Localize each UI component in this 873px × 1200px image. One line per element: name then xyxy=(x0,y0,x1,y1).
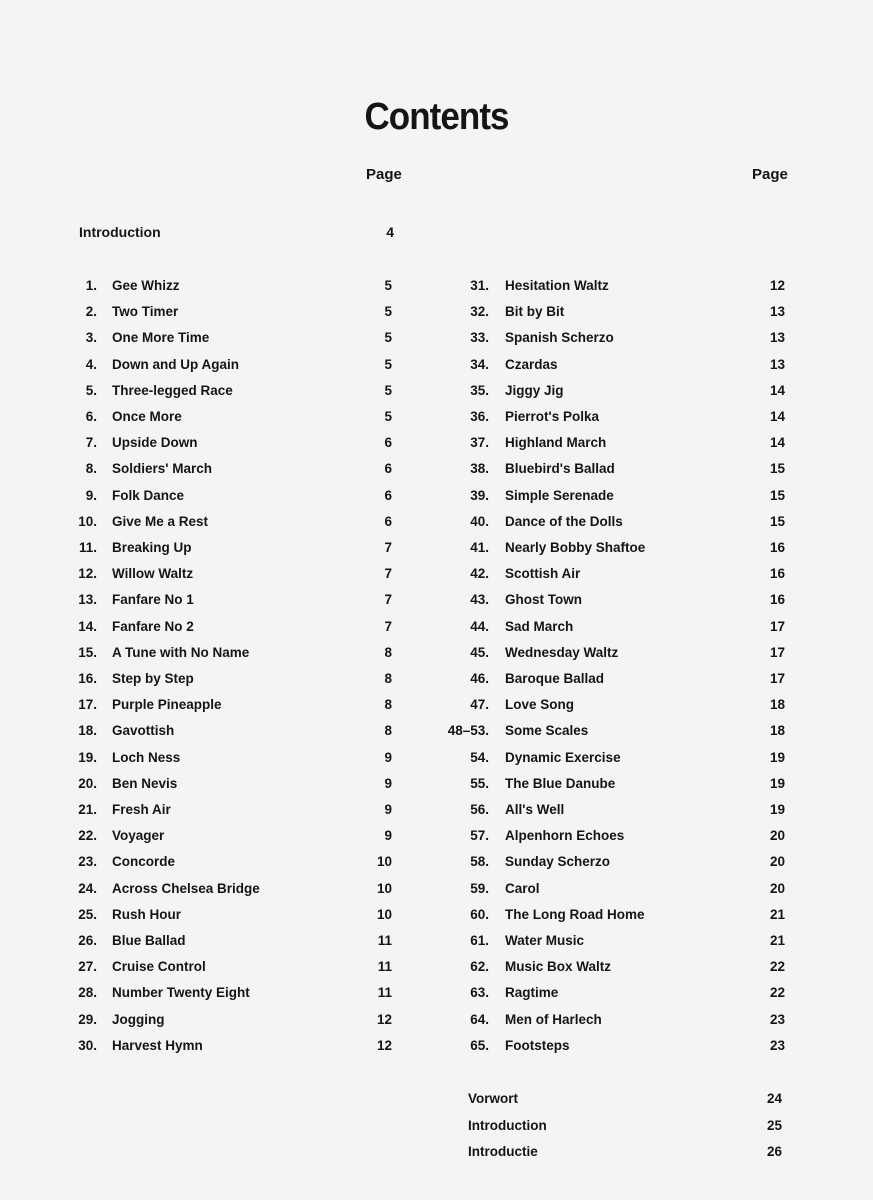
entry-title: Footsteps xyxy=(505,1037,570,1053)
entry-number: 44. xyxy=(470,618,489,634)
entry-page-number: 19 xyxy=(769,802,785,817)
entry-page-number: 5 xyxy=(384,382,392,398)
entry-page-number: 14 xyxy=(769,435,785,451)
entry-number: 37. xyxy=(470,435,489,451)
entry-title: Two Timer xyxy=(112,304,179,320)
entry-title: Fresh Air xyxy=(112,802,171,817)
contents-entry xyxy=(0,748,873,768)
entry-page-number: 17 xyxy=(769,671,785,686)
entry-number: 59. xyxy=(470,880,489,896)
entry-number: 43. xyxy=(470,592,489,608)
entry-title: Nearly Bobby Shaftoe xyxy=(505,540,646,555)
entry-number: 19. xyxy=(78,749,97,765)
entry-title: Gavottish xyxy=(112,723,175,739)
entry-page-number: 16 xyxy=(769,540,785,555)
entry-title: Jogging xyxy=(112,1011,165,1027)
entry-page-number: 9 xyxy=(384,775,392,791)
entry-title: Simple Serenade xyxy=(505,487,614,503)
entry-page-number: 10 xyxy=(376,906,392,922)
contents-entry xyxy=(0,486,873,506)
entry-page-number: 21 xyxy=(769,933,785,948)
entry-number: 62. xyxy=(470,959,489,975)
entry-number: 57. xyxy=(470,828,489,844)
entry-number: 64. xyxy=(470,1011,489,1027)
entry-number: 34. xyxy=(470,356,489,372)
entry-number: 30. xyxy=(78,1037,97,1053)
entry-number: 58. xyxy=(470,854,489,870)
entry-page-number: 16 xyxy=(769,566,785,582)
contents-entry xyxy=(0,721,873,741)
contents-entry xyxy=(0,983,873,1003)
entry-number: 33. xyxy=(470,330,489,346)
entry-page-number: 25 xyxy=(766,1117,782,1133)
entry-title: Sad March xyxy=(505,618,574,634)
contents-entry xyxy=(0,459,873,479)
entry-title: Harvest Hymn xyxy=(112,1037,203,1053)
entry-page-number: 5 xyxy=(384,278,392,293)
entry-title: Purple Pineapple xyxy=(112,697,222,713)
entry-page-number: 6 xyxy=(384,461,392,477)
entry-page-number: 8 xyxy=(384,671,392,686)
entry-number: 8. xyxy=(85,461,97,477)
entry-title: Love Song xyxy=(505,697,575,713)
entry-number: 54. xyxy=(470,749,489,765)
entry-number: 39. xyxy=(470,487,489,503)
entry-page-number: 12 xyxy=(376,1037,392,1053)
page-column-header-left: Page xyxy=(366,166,402,183)
entry-title: Blue Ballad xyxy=(112,933,186,948)
entry-page-number: 5 xyxy=(384,304,392,320)
entry-title: Fanfare No 1 xyxy=(112,592,194,608)
entry-title: Ghost Town xyxy=(505,592,582,608)
entry-number: 18. xyxy=(78,723,97,739)
entry-page-number: 6 xyxy=(384,487,392,503)
entry-title: Concorde xyxy=(112,854,176,870)
entry-page-number: 15 xyxy=(769,487,785,503)
entry-page-number: 20 xyxy=(769,854,785,870)
entry-number: 35. xyxy=(470,382,489,398)
entry-number: 29. xyxy=(78,1011,97,1027)
contents-entry xyxy=(0,1089,873,1109)
entry-number: 3. xyxy=(85,330,97,346)
entry-title: All's Well xyxy=(505,802,565,817)
entry-page-number: 5 xyxy=(384,409,392,424)
contents-entry xyxy=(0,407,873,427)
entry-title: Across Chelsea Bridge xyxy=(112,880,260,896)
entry-number: 28. xyxy=(78,985,97,1001)
entry-page-number: 6 xyxy=(384,513,392,529)
entry-page-number: 16 xyxy=(769,592,785,608)
introduction-label: Introduction xyxy=(79,224,161,240)
contents-entry xyxy=(0,617,873,637)
entry-page-number: 19 xyxy=(769,775,785,791)
contents-entry xyxy=(0,433,873,453)
entry-title: Once More xyxy=(112,409,182,424)
entry-title: Number Twenty Eight xyxy=(112,985,250,1001)
contents-entry xyxy=(0,931,873,951)
entry-page-number: 12 xyxy=(769,278,785,293)
entry-title: Dynamic Exercise xyxy=(505,749,621,765)
contents-entry xyxy=(0,1036,873,1056)
entry-title: Jiggy Jig xyxy=(505,382,564,398)
entry-page-number: 7 xyxy=(384,566,392,582)
contents-entry xyxy=(0,590,873,610)
entry-number: 23. xyxy=(78,854,97,870)
entry-number: 61. xyxy=(470,933,489,948)
entry-title: Wednesday Waltz xyxy=(505,644,619,660)
entry-title: Cruise Control xyxy=(112,959,206,975)
entry-number: 5. xyxy=(85,382,97,398)
entry-title: Introductie xyxy=(468,1144,538,1159)
entry-number: 65. xyxy=(470,1037,489,1053)
contents-entry xyxy=(0,381,873,401)
contents-entry xyxy=(0,1010,873,1030)
entry-page-number: 21 xyxy=(769,906,785,922)
entry-title: Hesitation Waltz xyxy=(505,278,609,293)
contents-entry xyxy=(0,852,873,872)
entry-page-number: 11 xyxy=(377,933,392,948)
entry-title: Rush Hour xyxy=(112,906,181,922)
contents-entry xyxy=(0,774,873,794)
entry-page-number: 12 xyxy=(376,1011,392,1027)
entry-number: 31. xyxy=(470,278,489,293)
entry-page-number: 6 xyxy=(384,435,392,451)
contents-entry xyxy=(0,1142,873,1162)
entry-page-number: 7 xyxy=(384,618,392,634)
entry-number: 41. xyxy=(470,540,489,555)
entry-title: Some Scales xyxy=(505,723,589,739)
contents-entry xyxy=(0,800,873,820)
entry-page-number: 23 xyxy=(769,1011,785,1027)
entry-number: 55. xyxy=(470,775,489,791)
entry-page-number: 13 xyxy=(769,330,785,346)
entry-title: Gee Whizz xyxy=(112,278,180,293)
entry-number: 2. xyxy=(85,304,97,320)
entry-number: 13. xyxy=(78,592,97,608)
entry-title: Voyager xyxy=(112,828,165,844)
entry-page-number: 5 xyxy=(384,330,392,346)
entry-number: 38. xyxy=(470,461,489,477)
entry-number: 40. xyxy=(470,513,489,529)
entry-title: Ben Nevis xyxy=(112,775,178,791)
page-title: Contents xyxy=(364,96,509,138)
entry-page-number: 20 xyxy=(769,828,785,844)
entry-title: Introduction xyxy=(468,1117,547,1133)
entry-number: 1. xyxy=(85,278,97,293)
entry-title: Fanfare No 2 xyxy=(112,618,194,634)
entry-title: Upside Down xyxy=(112,435,198,451)
entry-number: 4. xyxy=(85,356,97,372)
entry-page-number: 13 xyxy=(769,356,785,372)
entry-title: Three-legged Race xyxy=(112,382,233,398)
entry-title: Step by Step xyxy=(112,671,194,686)
entry-title: Down and Up Again xyxy=(112,356,239,372)
entry-page-number: 10 xyxy=(376,880,392,896)
entry-number: 45. xyxy=(470,644,489,660)
entry-number: 27. xyxy=(78,959,97,975)
entry-title: Folk Dance xyxy=(112,487,185,503)
entry-page-number: 9 xyxy=(384,749,392,765)
entry-page-number: 20 xyxy=(769,880,785,896)
entry-page-number: 7 xyxy=(384,540,392,555)
entry-page-number: 17 xyxy=(769,618,785,634)
entry-number: 21. xyxy=(78,802,97,817)
entry-number: 42. xyxy=(470,566,489,582)
entry-number: 22. xyxy=(78,828,97,844)
entry-number: 46. xyxy=(470,671,489,686)
entry-title: The Blue Danube xyxy=(505,775,616,791)
entry-title: A Tune with No Name xyxy=(112,644,250,660)
entry-page-number: 14 xyxy=(769,409,785,424)
contents-entry xyxy=(0,826,873,846)
entry-title: Sunday Scherzo xyxy=(505,854,611,870)
contents-entry xyxy=(0,355,873,375)
entry-number: 16. xyxy=(78,671,97,686)
entry-number: 7. xyxy=(85,435,97,451)
entry-number: 9. xyxy=(85,487,97,503)
entry-title: Carol xyxy=(505,880,540,896)
entry-title: Men of Harlech xyxy=(505,1011,602,1027)
entry-page-number: 9 xyxy=(384,828,392,844)
entry-number: 47. xyxy=(470,697,489,713)
entry-page-number: 8 xyxy=(384,644,392,660)
entry-number: 48–53. xyxy=(447,723,489,739)
entry-page-number: 11 xyxy=(377,959,392,975)
entry-title: Czardas xyxy=(505,356,558,372)
contents-entry xyxy=(0,695,873,715)
entry-number: 15. xyxy=(78,644,97,660)
entry-title: Give Me a Rest xyxy=(112,513,209,529)
entry-number: 56. xyxy=(470,802,489,817)
contents-entry xyxy=(0,538,873,558)
page-column-header-right: Page xyxy=(752,166,788,183)
entry-number: 60. xyxy=(470,906,489,922)
entry-number: 63. xyxy=(470,985,489,1001)
contents-entry xyxy=(0,302,873,322)
entry-page-number: 13 xyxy=(769,304,785,320)
entry-page-number: 17 xyxy=(769,644,785,660)
entry-page-number: 8 xyxy=(384,697,392,713)
entry-title: Bit by Bit xyxy=(505,304,565,320)
entry-page-number: 22 xyxy=(769,959,785,975)
contents-entry xyxy=(0,564,873,584)
contents-entry xyxy=(0,512,873,532)
entry-title: Water Music xyxy=(505,933,585,948)
entry-number: 10. xyxy=(78,513,97,529)
entry-title: Highland March xyxy=(505,435,607,451)
entry-page-number: 7 xyxy=(384,592,392,608)
entry-title: Breaking Up xyxy=(112,540,192,555)
entry-title: Vorwort xyxy=(468,1091,518,1106)
entry-number: 26. xyxy=(78,933,97,948)
introduction-page: 4 xyxy=(386,224,394,240)
entry-number: 11. xyxy=(78,540,97,555)
entry-page-number: 9 xyxy=(384,802,392,817)
entry-number: 20. xyxy=(78,775,97,791)
entry-title: Ragtime xyxy=(505,985,559,1001)
entry-page-number: 14 xyxy=(769,382,785,398)
entry-number: 12. xyxy=(78,566,97,582)
entry-title: Baroque Ballad xyxy=(505,671,605,686)
entry-number: 14. xyxy=(78,618,97,634)
entry-number: 6. xyxy=(85,409,97,424)
contents-entry xyxy=(0,879,873,899)
entry-number: 24. xyxy=(78,880,97,896)
entry-page-number: 26 xyxy=(766,1144,782,1159)
entry-title: The Long Road Home xyxy=(505,906,645,922)
entry-page-number: 24 xyxy=(766,1091,782,1106)
entry-title: Scottish Air xyxy=(505,566,581,582)
entry-number: 25. xyxy=(78,906,97,922)
entry-title: One More Time xyxy=(112,330,210,346)
contents-entry xyxy=(0,276,873,296)
entry-title: Music Box Waltz xyxy=(505,959,612,975)
entry-page-number: 18 xyxy=(769,723,785,739)
contents-entry xyxy=(0,328,873,348)
contents-entry xyxy=(0,957,873,977)
entry-title: Dance of the Dolls xyxy=(505,513,623,529)
contents-entry xyxy=(0,905,873,925)
entry-number: 32. xyxy=(470,304,489,320)
contents-entry xyxy=(0,669,873,689)
entry-title: Bluebird's Ballad xyxy=(505,461,615,477)
entry-page-number: 8 xyxy=(384,723,392,739)
entry-page-number: 5 xyxy=(384,356,392,372)
entry-number: 36. xyxy=(470,409,489,424)
contents-entry xyxy=(0,1116,873,1136)
entry-page-number: 15 xyxy=(769,461,785,477)
entry-title: Pierrot's Polka xyxy=(505,409,599,424)
entry-page-number: 23 xyxy=(769,1037,785,1053)
entry-title: Soldiers' March xyxy=(112,461,212,477)
entry-title: Loch Ness xyxy=(112,749,181,765)
entry-title: Spanish Scherzo xyxy=(505,330,614,346)
entry-page-number: 22 xyxy=(769,985,785,1001)
entry-title: Alpenhorn Echoes xyxy=(505,828,625,844)
entry-page-number: 19 xyxy=(769,749,785,765)
entry-page-number: 18 xyxy=(769,697,785,713)
entry-page-number: 11 xyxy=(377,985,392,1001)
entry-number: 17. xyxy=(78,697,97,713)
entry-page-number: 15 xyxy=(769,513,785,529)
contents-entry xyxy=(0,643,873,663)
entry-page-number: 10 xyxy=(376,854,392,870)
entry-title: Willow Waltz xyxy=(112,566,194,582)
